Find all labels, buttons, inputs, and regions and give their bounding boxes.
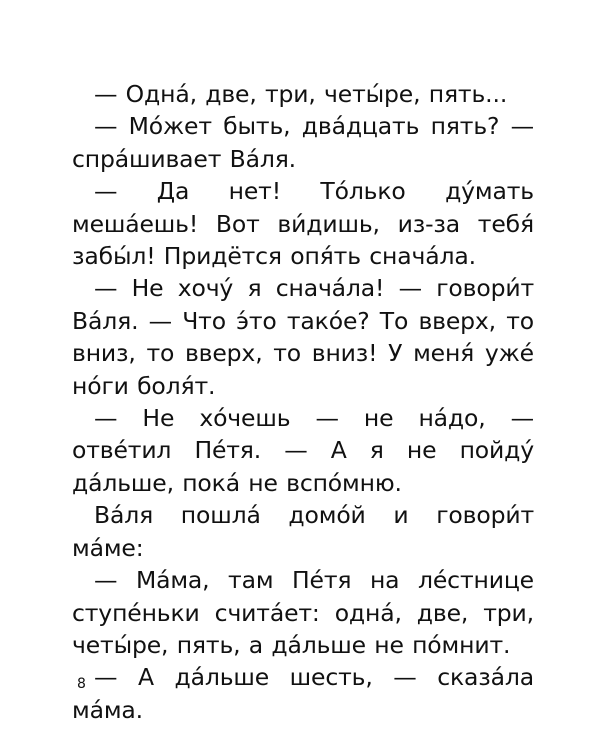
paragraph-1: — Одна́, две, три, четы́ре, пять... xyxy=(94,80,508,108)
paragraph-3: — Да нет! То́лько ду́мать меша́ешь! Вот ви́дишь, из-за тебя́ забы́л! Придётся опя́ть снача́ла. xyxy=(72,177,534,271)
paragraph-5: — Не хо́чешь — не на́до, — отве́тил Пе́тя. — А я не пойду́ да́льше, пока́ не вспо́мню. xyxy=(72,404,534,497)
paragraph-4: — Не хочу́ я снача́ла! — говори́т Ва́ля. — Что э́то тако́е? То вверх, то вниз, то вверх, то вниз! У меня́ уже́ но́ги боля́т. xyxy=(72,274,534,400)
paragraph-8: — А да́льше шесть, — сказа́ла ма́ма. xyxy=(72,663,534,724)
paragraph-7: — Ма́ма, там Пе́тя на ле́стнице ступе́ньки счита́ет: одна́, две, три, четы́ре, пять, а да́льше не по́мнит. xyxy=(72,566,534,659)
paragraph-2: — Мо́жет быть, два́дцать пять? — спра́шивает Ва́ля. xyxy=(72,112,534,173)
story-text xyxy=(72,78,534,726)
paragraph-6: Ва́ля пошла́ домо́й и говори́т ма́ме: xyxy=(72,501,534,562)
page-number: 8 xyxy=(77,676,86,692)
